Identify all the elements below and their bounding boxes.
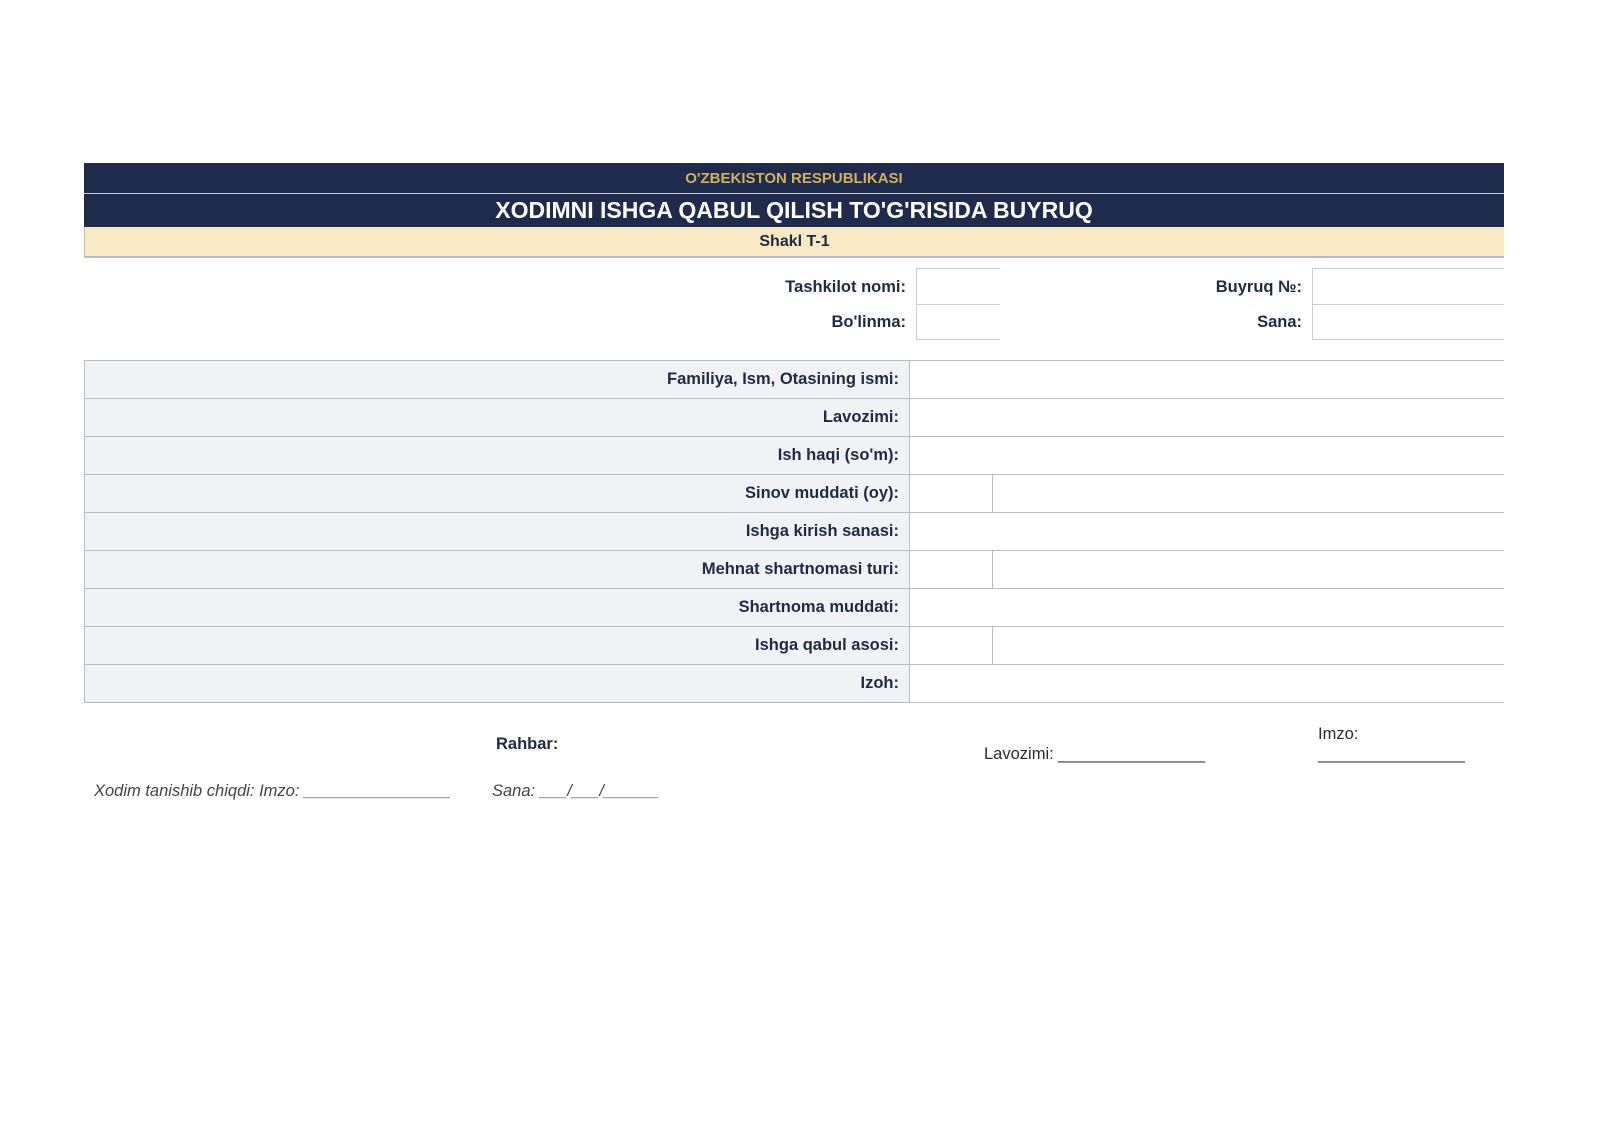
country-header: O'ZBEKISTON RESPUBLIKASI <box>84 163 1504 194</box>
hiring-basis-field[interactable] <box>910 627 1504 664</box>
table-row <box>84 513 1504 551</box>
note-value <box>910 665 1504 702</box>
probation-extra-cell[interactable] <box>993 475 1504 512</box>
salary-value <box>910 437 1504 474</box>
org-name-field[interactable] <box>916 268 1000 304</box>
salary-label: Ish haqi (so'm): <box>84 437 910 474</box>
document-title: XODIMNI ISHGA QABUL QILISH TO'G'RISIDA BUYRUQ <box>84 194 1504 227</box>
start-date-value <box>910 513 1504 550</box>
position-value <box>910 399 1504 436</box>
manager-sign-label: Imzo: <box>1318 725 1359 743</box>
contract-term-value <box>910 589 1504 626</box>
order-number-label: Buyruq №: <box>1215 278 1302 296</box>
contract-type-value <box>910 551 993 588</box>
meta-section <box>84 258 1504 360</box>
probation-label: Sinov muddati (oy): <box>84 475 910 512</box>
note-field[interactable] <box>910 665 1504 702</box>
manager-sign-line[interactable]: ________________ <box>1318 745 1465 763</box>
probation-value <box>910 475 993 512</box>
table-row <box>84 665 1504 703</box>
order-form <box>84 163 1504 703</box>
table-row <box>84 361 1504 399</box>
full-name-label: Familiya, Ism, Otasining ismi: <box>84 361 910 398</box>
start-date-label: Ishga kirish sanasi: <box>84 513 910 550</box>
employee-fields-table <box>84 360 1504 703</box>
contract-type-label: Mehnat shartnomasi turi: <box>84 551 910 588</box>
table-row <box>84 589 1504 627</box>
department-field[interactable] <box>916 304 1000 340</box>
start-date-field[interactable] <box>910 513 1504 550</box>
order-date-field[interactable] <box>1312 304 1504 340</box>
full-name-value <box>910 361 1504 398</box>
employee-acknowledgement[interactable]: Xodim tanishib chiqdi: Imzo: ________________ <box>94 782 451 800</box>
table-row <box>84 627 1504 665</box>
position-label: Lavozimi: <box>84 399 910 436</box>
manager-label: Rahbar: <box>496 735 559 753</box>
order-number-field[interactable] <box>1312 268 1504 304</box>
contract-type-extra-cell[interactable] <box>993 551 1504 588</box>
org-name-label: Tashkilot nomi: <box>785 278 906 296</box>
department-label: Bo'linma: <box>831 313 906 331</box>
position-field[interactable] <box>910 399 1504 436</box>
acknowledgement-date[interactable]: Sana: ___/___/______ <box>492 782 659 800</box>
hiring-basis-value <box>910 627 993 664</box>
salary-field[interactable] <box>910 437 1504 474</box>
contract-term-field[interactable] <box>910 589 1504 626</box>
contract-term-label: Shartnoma muddati: <box>84 589 910 626</box>
table-row <box>84 475 1504 513</box>
contract-type-field[interactable] <box>910 551 1504 588</box>
note-label: Izoh: <box>84 665 910 702</box>
manager-position-line[interactable]: Lavozimi: ________________ <box>984 745 1206 763</box>
hiring-basis-label: Ishga qabul asosi: <box>84 627 910 664</box>
form-code: Shakl T-1 <box>84 227 1504 258</box>
table-row <box>84 551 1504 589</box>
probation-field[interactable] <box>910 475 1504 512</box>
table-row <box>84 399 1504 437</box>
full-name-field[interactable] <box>910 361 1504 398</box>
order-date-label: Sana: <box>1257 313 1302 331</box>
hiring-basis-extra-cell[interactable] <box>993 627 1504 664</box>
table-row <box>84 437 1504 475</box>
